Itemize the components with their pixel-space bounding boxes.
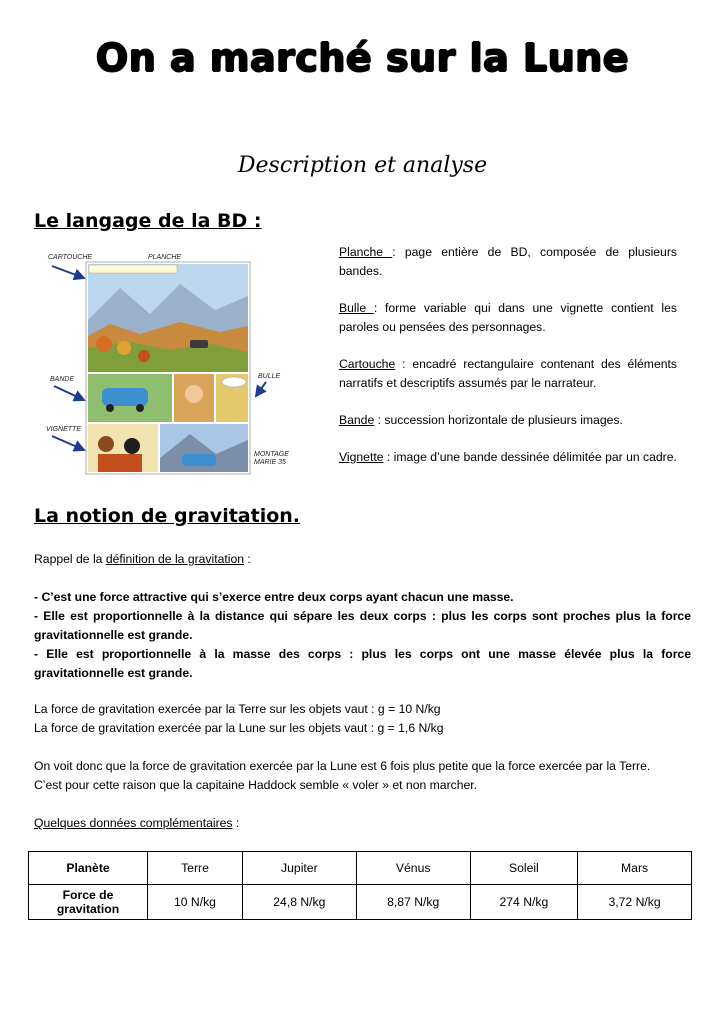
def-cartouche	[339, 355, 677, 393]
arrow-bande	[54, 386, 84, 400]
gravity-earth: La force de gravitation exercée par la Terre sur les objets vaut : g = 10 N/kg	[34, 702, 441, 716]
gravitation-intro	[34, 550, 691, 569]
complement-label	[34, 814, 691, 833]
arrow-bulle	[256, 382, 266, 396]
gravitation-conclusion	[34, 757, 691, 795]
def-bande	[339, 411, 677, 430]
definitions-list	[339, 243, 677, 485]
conclusion-1: On voit donc que la force de gravitation exercée par la Lune est 6 fois plus petite que la force exercée par la Terre.	[34, 759, 651, 773]
table-cell: Vénus	[356, 852, 470, 885]
intro-link: définition de la gravitation	[105, 552, 245, 566]
arrow-cartouche	[52, 266, 84, 278]
section-heading-gravitation: La notion de gravitation.	[34, 505, 300, 527]
page-title: On a marché sur la Lune	[95, 36, 630, 80]
intro-suffix: :	[244, 552, 251, 566]
bullet-2: - Elle est proportionnelle à la distance qui sépare les deux corps : plus les corps sont proches plus la force gravitationnelle est grande.	[34, 609, 691, 642]
table-row	[29, 885, 692, 920]
table-cell: 274 N/kg	[470, 885, 578, 920]
label-cartouche: CARTOUCHE	[48, 254, 93, 261]
table-cell: Terre	[148, 852, 243, 885]
intro-prefix: Rappel de la	[34, 552, 106, 566]
arrow-vignette	[52, 436, 84, 450]
def-planche	[339, 243, 677, 281]
table-cell: 8,87 N/kg	[356, 885, 470, 920]
comic-page-illustration	[40, 248, 290, 476]
label-montage-marie: MARIE 35	[254, 459, 286, 466]
def-vignette	[339, 448, 677, 467]
text-vignette: : image d’une bande dessinée délimitée par un cadre.	[383, 450, 677, 464]
table-cell: Jupiter	[242, 852, 356, 885]
table-cell: 10 N/kg	[148, 885, 243, 920]
gravity-moon: La force de gravitation exercée par la Lune sur les objets vaut : g = 1,6 N/kg	[34, 721, 444, 735]
table-cell: Force de gravitation	[29, 885, 148, 920]
bullet-1: - C’est une force attractive qui s’exerce entre deux corps ayant chacun une masse.	[34, 590, 514, 604]
text-planche: : page entière de BD, composée de plusieurs bandes.	[339, 245, 677, 278]
section-heading-bd: Le langage de la BD :	[34, 210, 262, 232]
bullet-3: - Elle est proportionnelle à la masse des corps : plus les corps ont une masse élevée plus la force gravitationnelle est grande.	[34, 647, 691, 680]
term-bulle: Bulle	[339, 301, 374, 315]
complement-link: Quelques données complémentaires	[34, 816, 233, 830]
gravitation-bullets	[34, 588, 691, 683]
text-bulle: : forme variable qui dans une vignette contient les paroles ou pensées des personnages.	[339, 301, 677, 334]
table-cell: 3,72 N/kg	[578, 885, 692, 920]
gravity-values	[34, 700, 691, 738]
table-cell: Planète	[29, 852, 148, 885]
conclusion-2: C’est pour cette raison que la capitaine Haddock semble « voler » et non marcher.	[34, 778, 478, 792]
table-cell: 24,8 N/kg	[242, 885, 356, 920]
text-bande: : succession horizontale de plusieurs images.	[374, 413, 623, 427]
term-planche: Planche	[339, 245, 393, 259]
label-bulle: BULLE	[258, 373, 281, 380]
table-cell: Mars	[578, 852, 692, 885]
label-vignette: VIGNETTE	[46, 426, 82, 433]
text-cartouche: : encadré rectangulaire contenant des éléments narratifs et descriptifs assumés par le narrateur.	[339, 357, 677, 390]
def-bulle	[339, 299, 677, 337]
term-vignette: Vignette	[339, 450, 384, 464]
cartouche-box	[89, 265, 177, 273]
gravity-table	[28, 851, 692, 920]
label-montage: MONTAGE	[254, 451, 289, 458]
term-bande: Bande	[339, 413, 375, 427]
complement-suffix: :	[232, 816, 240, 830]
table-header-row	[29, 852, 692, 885]
page-subtitle: Description et analyse	[237, 153, 488, 178]
table-cell: Soleil	[470, 852, 578, 885]
label-planche: PLANCHE	[148, 254, 182, 261]
label-bande: BANDE	[50, 376, 75, 383]
term-cartouche: Cartouche	[339, 357, 396, 371]
